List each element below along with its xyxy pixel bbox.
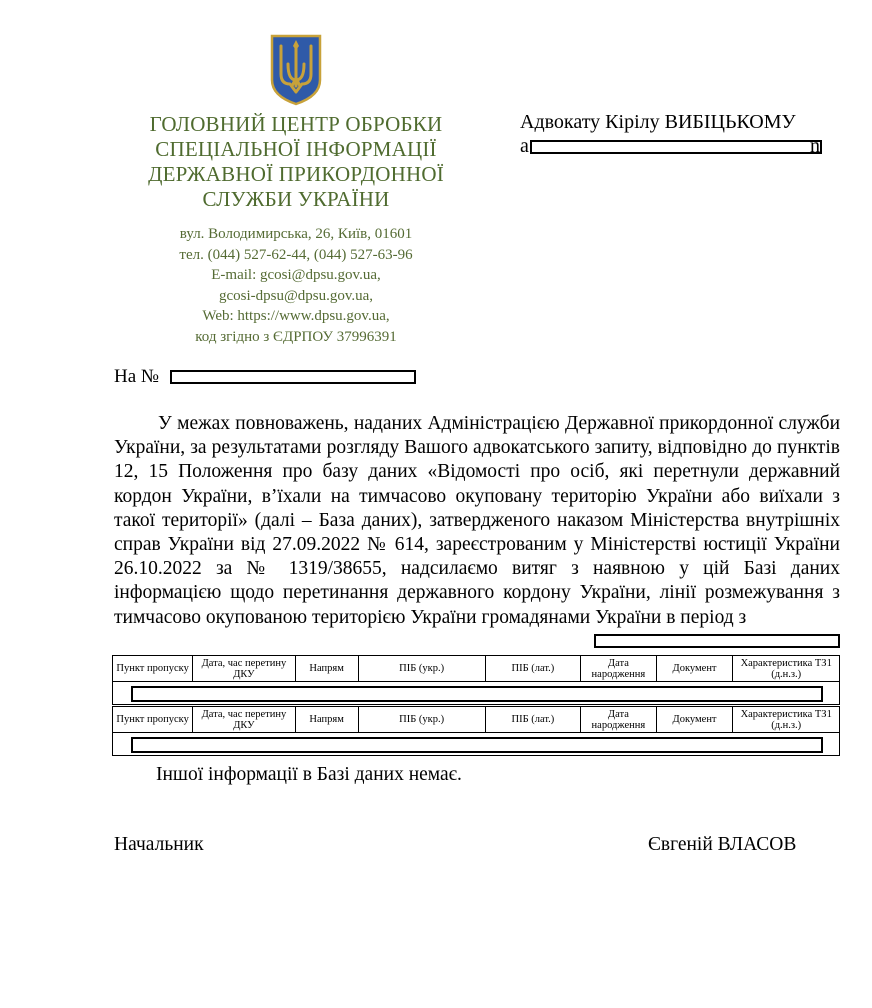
reference-number xyxy=(114,366,159,388)
table-header-cell: ПІБ (укр.) xyxy=(358,707,485,733)
table-header-cell: Напрям xyxy=(295,707,358,733)
reference-label: На № xyxy=(114,366,160,387)
redaction-box xyxy=(594,634,840,648)
redacted-cell xyxy=(113,733,840,756)
table-header-cell: Пункт пропуску xyxy=(113,707,193,733)
extract-table xyxy=(112,706,840,756)
organization-address xyxy=(140,224,452,347)
address-line: gcosi-dpsu@dpsu.gov.ua, xyxy=(218,287,374,304)
table-header-row xyxy=(113,707,840,733)
address-line: тел. (044) 527-62-44, (044) 527-63-96 xyxy=(179,246,413,263)
address-line: E-mail: gcosi@dpsu.gov.ua, xyxy=(211,267,381,283)
table-header-cell: Дата, час перетину ДКУ xyxy=(193,707,295,733)
signatory-position: Начальник xyxy=(114,834,204,855)
organization-name-line: ДЕРЖАВНОЇ ПРИКОРДОННОЇ xyxy=(148,162,444,186)
table-header-cell: Документ xyxy=(656,656,733,682)
address-line: Web: https://www.dpsu.gov.ua, xyxy=(202,308,390,324)
organization-name-line: СПЕЦІАЛЬНОЇ ІНФОРМАЦІЇ xyxy=(155,137,437,161)
letter-body xyxy=(114,412,840,630)
table-header-cell: Документ xyxy=(656,707,733,733)
organization-name xyxy=(140,112,452,212)
redaction-box xyxy=(530,140,822,154)
extract-table xyxy=(112,655,840,705)
redacted-cell xyxy=(113,682,840,705)
table-header-cell: Дата, час перетину ДКУ xyxy=(193,656,295,682)
table-row xyxy=(113,682,840,705)
table-header-cell: Дата народження xyxy=(581,656,657,682)
recipient-email-suffix: n xyxy=(810,135,820,157)
table-header-cell: ПІБ (лат.) xyxy=(485,707,580,733)
table-header-row xyxy=(113,656,840,682)
table-header-cell: Дата народження xyxy=(581,707,657,733)
organization-name-line: ГОЛОВНИЙ ЦЕНТР ОБРОБКИ xyxy=(149,112,443,136)
table-row xyxy=(113,733,840,756)
table-header-cell: Пункт пропуску xyxy=(113,656,193,682)
organization-name-line: СЛУЖБИ УКРАЇНИ xyxy=(202,187,390,211)
table-header-cell: ПІБ (лат.) xyxy=(485,656,580,682)
table-header-cell: Характеристика ТЗ1 (д.н.з.) xyxy=(733,707,840,733)
recipient-email-prefix: а xyxy=(520,135,529,157)
address-line: код згідно з ЄДРПОУ 37996391 xyxy=(195,328,397,345)
trident-emblem-icon xyxy=(268,34,324,106)
recipient-block xyxy=(520,110,820,158)
recipient-name: Адвокату Кірілу ВИБІЦЬКОМУ xyxy=(520,111,796,133)
recipient-email-line xyxy=(520,134,820,158)
table-header-cell: ПІБ (укр.) xyxy=(358,656,485,682)
footer-note: Іншої інформації в Базі даних немає. xyxy=(156,764,462,785)
redaction-box xyxy=(170,370,416,384)
table-header-cell: Характеристика ТЗ1 (д.н.з.) xyxy=(733,656,840,682)
redaction-box xyxy=(131,737,823,753)
table-header-cell: Напрям xyxy=(295,656,358,682)
signatory-name: Євгеній ВЛАСОВ xyxy=(648,834,797,855)
redaction-box xyxy=(131,686,823,702)
body-paragraph: У межах повноважень, наданих Адміністрацією Державної прикордонної служби України, за результатами розгляду Вашого адвокатського запиту, відповідно до пунктів 12, 15 Положення про базу даних «Відомості про осіб, які перетнули державний кордон України, в’їхали на тимчасово окуповану територію України або виїхали з такої території» (далі – База даних), затвердженого наказом Міністерства внутрішніх справ України від 27.09.2022 № 614, зареєстрованим у Міністерстві юстиції України 26.10.2022 за № 1319/38655, надсилаємо витяг з наявною у цій Базі даних інформацією щодо перетинання державного кордону України, лінії розмежування з тимчасово окупованою територією України громадянами України в період з xyxy=(114,413,840,628)
address-line: вул. Володимирська, 26, Київ, 01601 xyxy=(179,226,413,242)
